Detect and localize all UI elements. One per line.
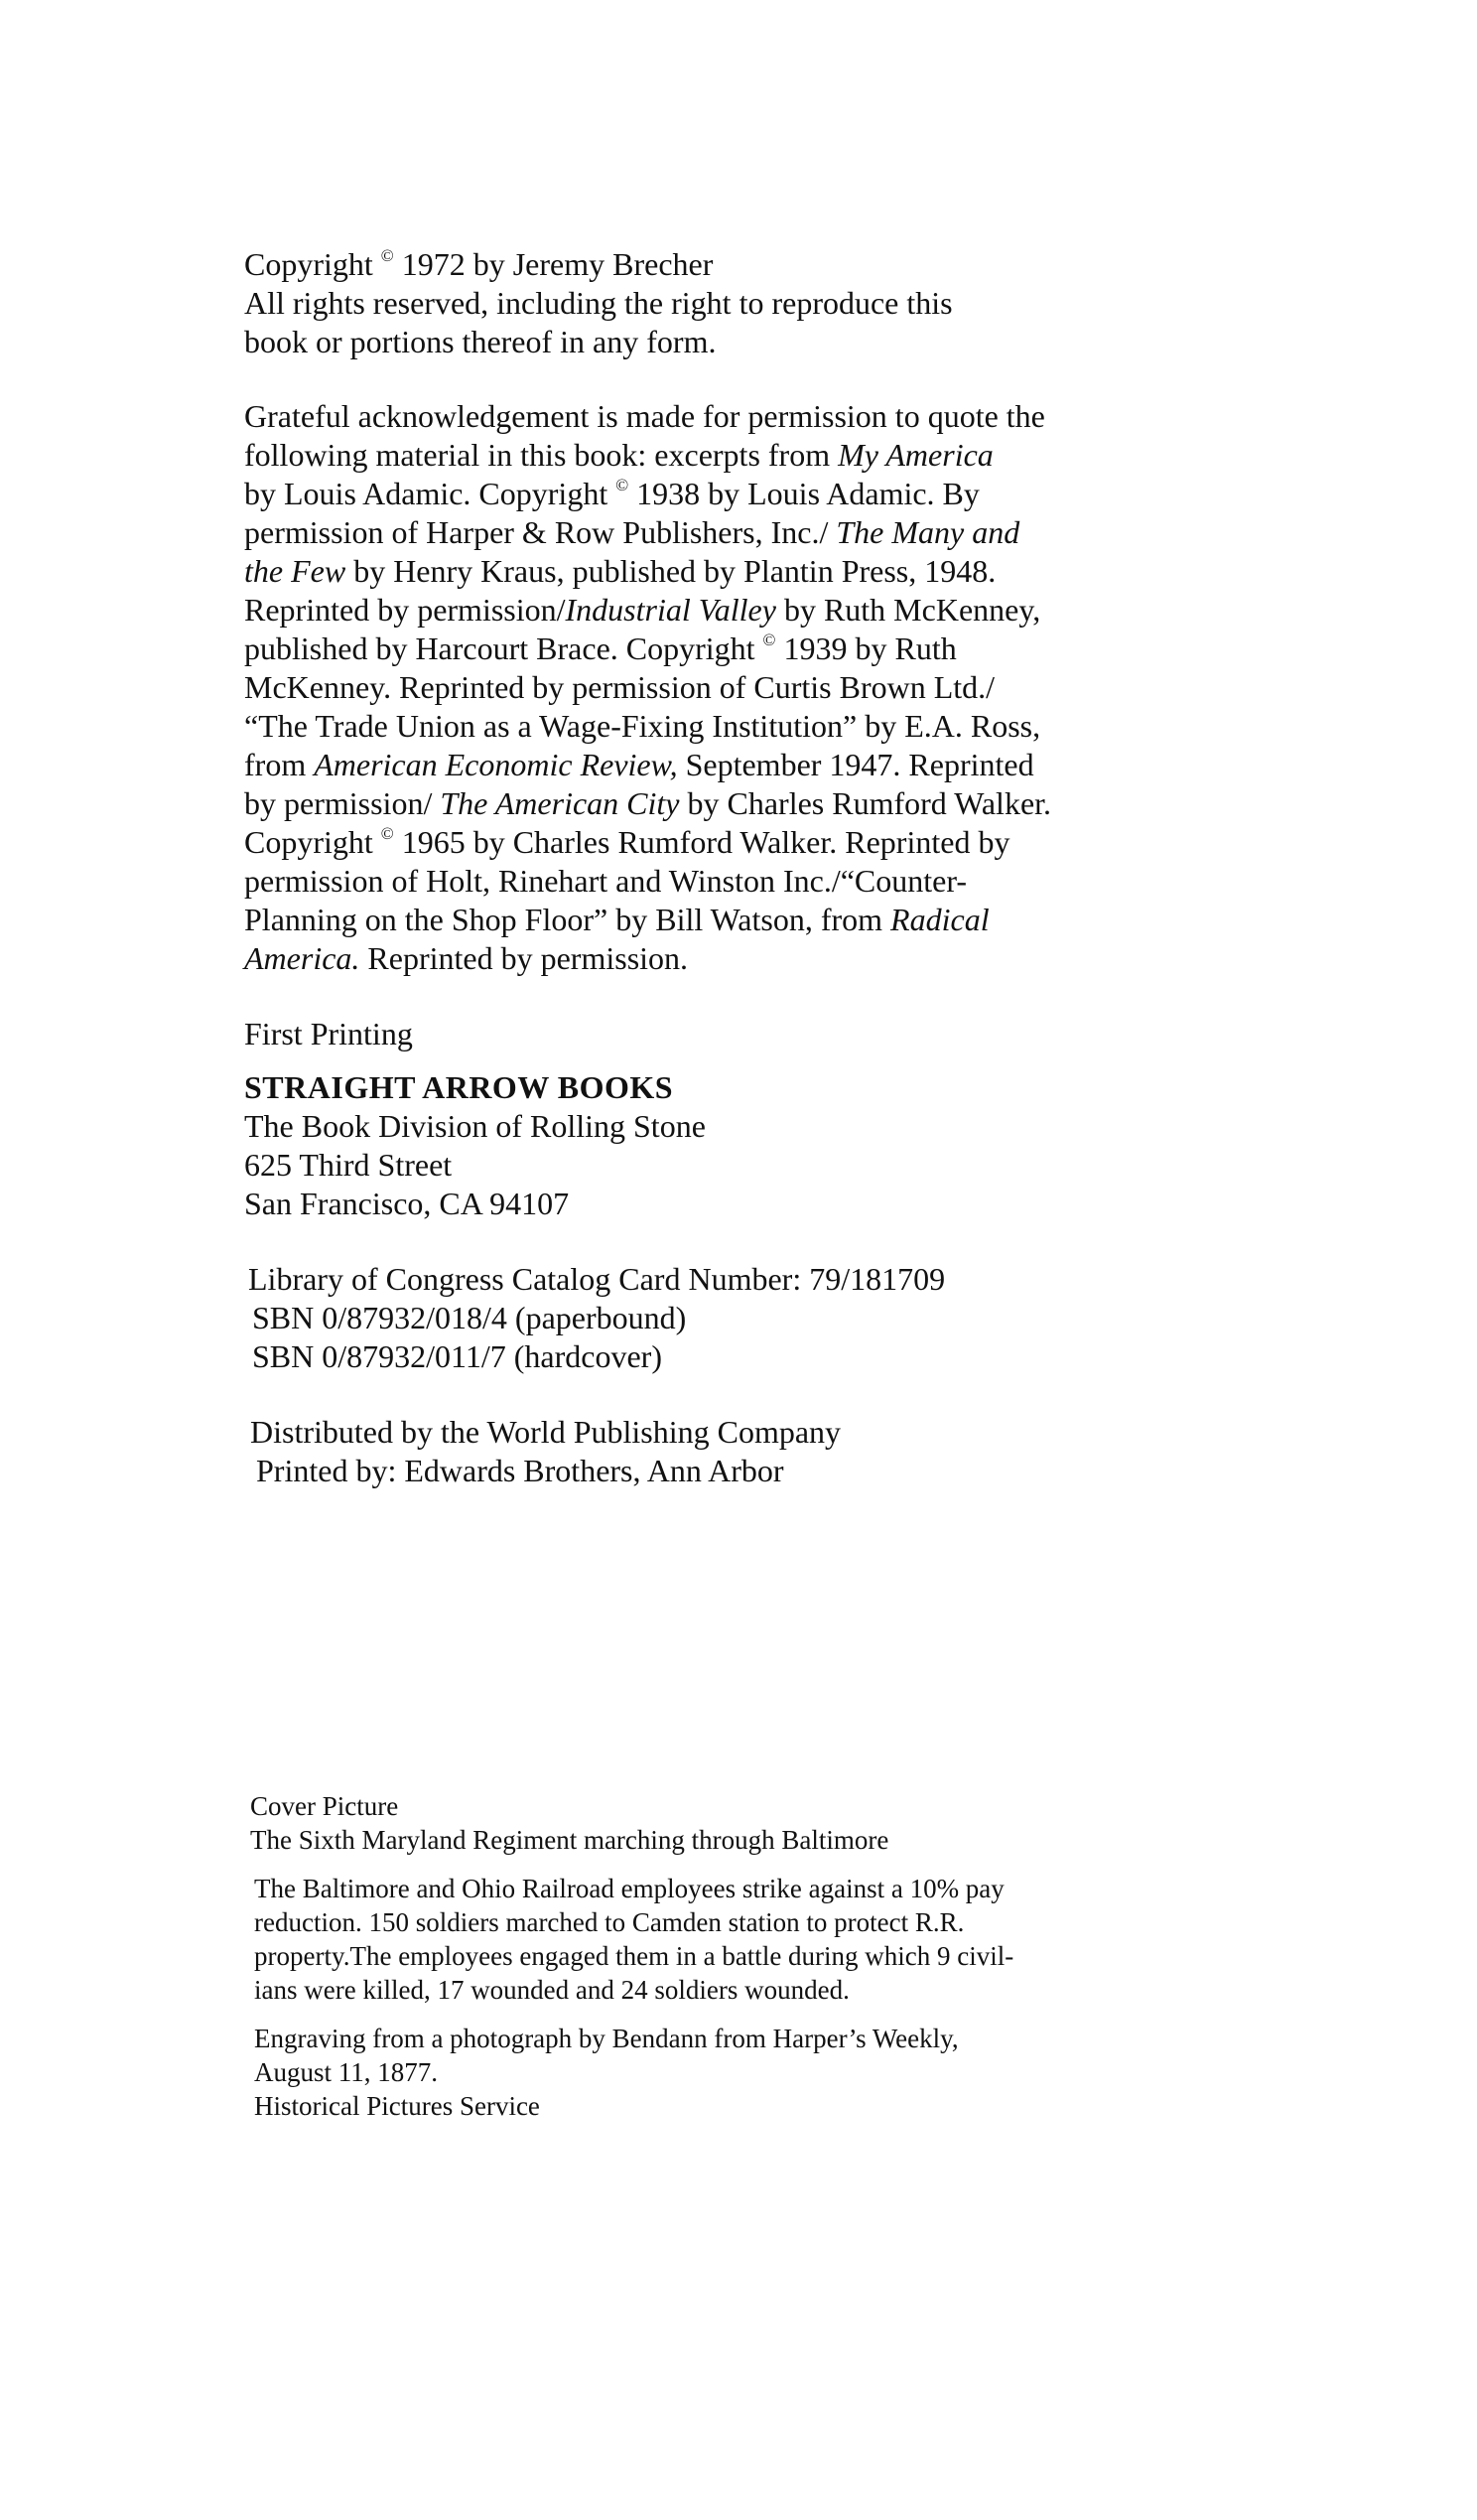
rights-line-2: book or portions thereof in any form. bbox=[244, 324, 717, 359]
ack-line-11: by permission/ The American City by Charles Rumford Walker. bbox=[244, 785, 1052, 821]
distributed-line: Distributed by the World Publishing Company bbox=[250, 1414, 842, 1450]
ack-line-8: McKenney. Reprinted by permission of Curtis Brown Ltd./ bbox=[244, 669, 996, 705]
cover-desc-line-2: reduction. 150 soldiers marched to Camden station to protect R.R. bbox=[254, 1907, 965, 1937]
ack-line-2: following material in this book: excerpts from My America bbox=[244, 437, 994, 473]
lccn-line: Library of Congress Catalog Card Number: 79/181709 bbox=[248, 1261, 946, 1297]
sbn-hardcover: SBN 0/87932/011/7 (hardcover) bbox=[252, 1338, 662, 1374]
publisher-street: 625 Third Street bbox=[244, 1147, 453, 1183]
sbn-paperbound: SBN 0/87932/018/4 (paperbound) bbox=[252, 1300, 687, 1335]
cover-heading: Cover Picture bbox=[250, 1791, 399, 1821]
ack-line-14: Planning on the Shop Floor” by Bill Watson, from Radical bbox=[244, 902, 990, 937]
ack-line-1: Grateful acknowledgement is made for permission to quote the bbox=[244, 398, 1045, 434]
ack-line-15: America. Reprinted by permission. bbox=[244, 940, 689, 976]
ack-line-4: permission of Harper & Row Publishers, Inc./ The Many and bbox=[244, 514, 1020, 550]
book-title-my-america: My America bbox=[838, 437, 994, 473]
ack-line-10: from American Economic Review, September 1947. Reprinted bbox=[244, 747, 1034, 782]
book-title-industrial-valley: Industrial Valley bbox=[565, 592, 776, 628]
cover-desc-line-4: ians were killed, 17 wounded and 24 soldiers wounded. bbox=[254, 1975, 850, 2005]
cover-desc-line-1: The Baltimore and Ohio Railroad employees strike against a 10% pay bbox=[254, 1874, 1005, 1903]
engraving-line-1: Engraving from a photograph by Bendann from Harper’s Weekly, bbox=[254, 2024, 959, 2053]
journal-title-aer: American Economic Review, bbox=[314, 747, 678, 782]
book-title-american-city: The American City bbox=[440, 785, 680, 821]
ack-line-7: published by Harcourt Brace. Copyright © 1939 by Ruth bbox=[244, 630, 957, 666]
journal-title-radical-america-cont: America. bbox=[244, 940, 360, 976]
publisher-name: STRAIGHT ARROW BOOKS bbox=[244, 1069, 674, 1105]
ack-line-9: “The Trade Union as a Wage-Fixing Institution” by E.A. Ross, bbox=[244, 708, 1041, 744]
ack-line-5: the Few by Henry Kraus, published by Plantin Press, 1948. bbox=[244, 553, 997, 589]
ack-line-13: permission of Holt, Rinehart and Winston Inc./“Counter- bbox=[244, 863, 968, 899]
rights-line: All rights reserved, including the right to reproduce this bbox=[244, 285, 953, 321]
engraving-line-2: August 11, 1877. bbox=[254, 2057, 439, 2087]
cover-title: The Sixth Maryland Regiment marching through Baltimore bbox=[250, 1825, 889, 1855]
book-title-many-few-cont: the Few bbox=[244, 553, 346, 589]
ack-line-6: Reprinted by permission/Industrial Valley by Ruth McKenney, bbox=[244, 592, 1041, 628]
picture-credit: Historical Pictures Service bbox=[254, 2091, 540, 2121]
printed-line: Printed by: Edwards Brothers, Ann Arbor bbox=[256, 1453, 784, 1488]
book-title-many-few: The Many and bbox=[836, 514, 1020, 550]
ack-line-3: by Louis Adamic. Copyright © 1938 by Louis Adamic. By bbox=[244, 476, 980, 511]
publisher-division: The Book Division of Rolling Stone bbox=[244, 1108, 706, 1144]
ack-line-12: Copyright © 1965 by Charles Rumford Walker. Reprinted by bbox=[244, 824, 1010, 860]
publisher-city: San Francisco, CA 94107 bbox=[244, 1186, 570, 1221]
copyright-line: Copyright © 1972 by Jeremy Brecher bbox=[244, 246, 714, 282]
printing-line: First Printing bbox=[244, 1016, 413, 1051]
cover-desc-line-3: property.The employees engaged them in a battle during which 9 civil- bbox=[254, 1941, 1014, 1971]
journal-title-radical-america: Radical bbox=[890, 902, 990, 937]
